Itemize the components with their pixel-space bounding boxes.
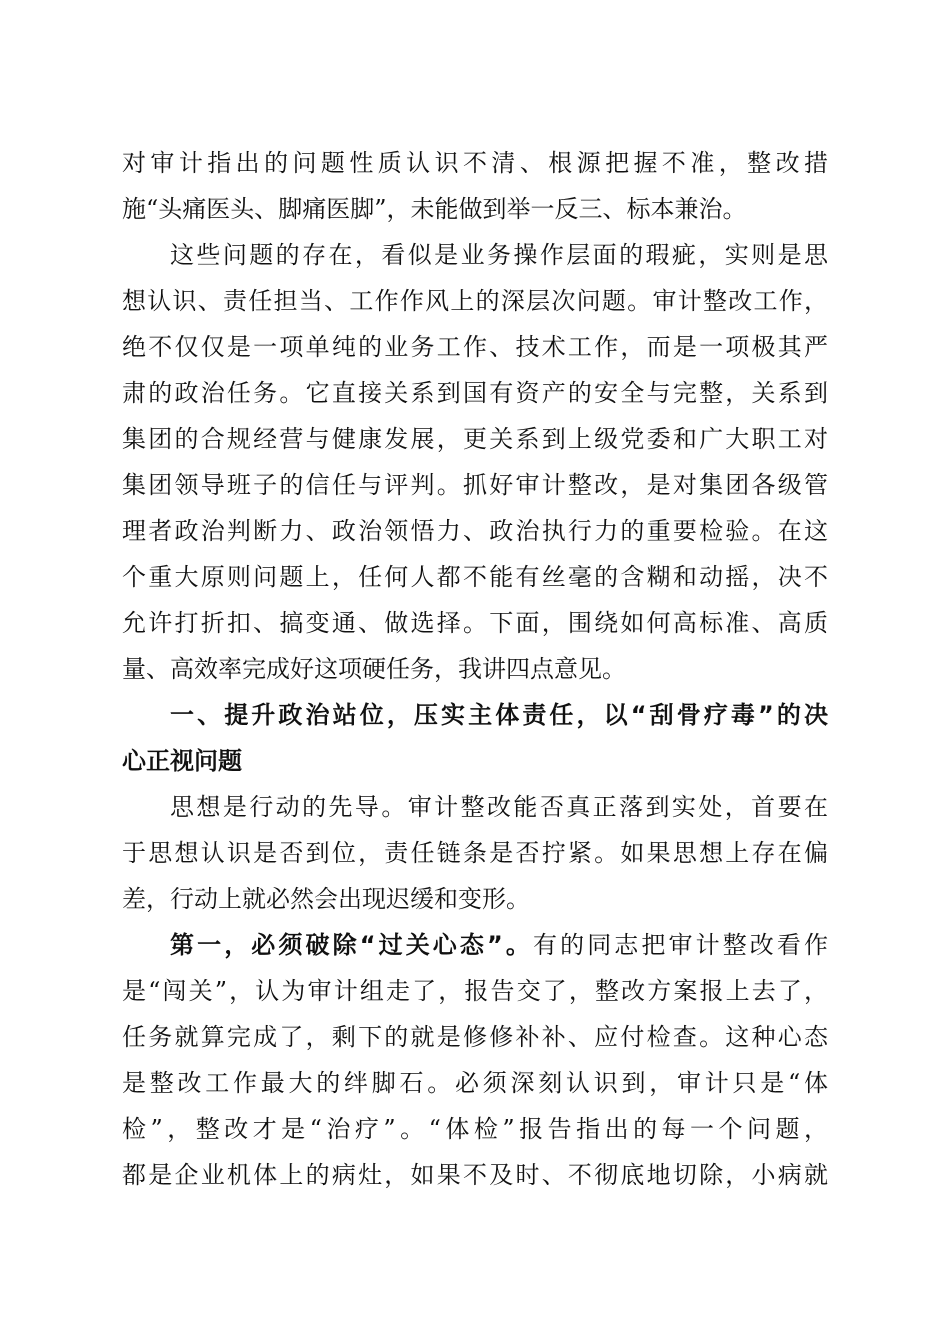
text-line: 思想是行动的先导。审计整改能否真正落到实处，首要在: [170, 793, 828, 821]
text-line: 集团领导班子的信任与评判。抓好审计整改，是对集团各级管: [122, 471, 828, 499]
text-line: 肃的政治任务。它直接关系到国有资产的安全与完整，关系到: [122, 379, 828, 407]
text-line: 对审计指出的问题性质认识不清、根源把握不准，整改措: [122, 149, 828, 177]
paragraph-continuation: [122, 140, 828, 232]
text-line: 是整改工作最大的绊脚石。必须深刻认识到，审计只是“体: [122, 1069, 828, 1097]
text-line: 都是企业机体上的病灶，如果不及时、不彻底地切除，小病就: [122, 1161, 828, 1189]
text-line: 个重大原则问题上，任何人都不能有丝毫的含糊和动摇，决不: [122, 563, 828, 591]
text-line: 允许打折扣、搞变通、做选择。下面，围绕如何高标准、高质: [122, 609, 828, 637]
text-line: 检”，整改才是“治疗”。“体检”报告指出的每一个问题，: [122, 1115, 828, 1143]
text-line: 理者政治判断力、政治领悟力、政治执行力的重要检验。在这: [122, 517, 828, 545]
text-line-with-lead: [122, 922, 828, 968]
text-line: 于思想认识是否到位，责任链条是否拧紧。如果思想上存在偏: [122, 839, 828, 867]
text-line: 这些问题的存在，看似是业务操作层面的瑕疵，实则是思: [170, 241, 828, 269]
section-heading-1: [122, 692, 828, 784]
bold-lead-text: 第一，必须破除“过关心态”。: [170, 931, 533, 959]
text-line: 想认识、责任担当、工作作风上的深层次问题。审计整改工作，: [122, 287, 828, 315]
paragraph-thought: [122, 784, 828, 922]
heading-line: 一、提升政治站位，压实主体责任，以“刮骨疗毒”的决: [170, 701, 828, 729]
text-line: 差，行动上就必然会出现迟缓和变形。: [122, 885, 530, 913]
paragraph-issues: [122, 232, 828, 692]
paragraph-first-point: [122, 922, 828, 1198]
text-line: 集团的合规经营与健康发展，更关系到上级党委和广大职工对: [122, 425, 828, 453]
text-line: 绝不仅仅是一项单纯的业务工作、技术工作，而是一项极其严: [122, 333, 828, 361]
text-line: 任务就算完成了，剩下的就是修修补补、应付检查。这种心态: [122, 1023, 828, 1051]
document-page: [122, 140, 828, 1198]
text-span: 有的同志把审计整改看作: [532, 931, 828, 959]
text-line: 量、高效率完成好这项硬任务，我讲四点意见。: [122, 655, 626, 683]
text-line: 施“头痛医头、脚痛医脚”，未能做到举一反三、标本兼治。: [122, 195, 747, 223]
heading-line: 心正视问题: [122, 747, 242, 775]
text-line: 是“闯关”，认为审计组走了，报告交了，整改方案报上去了，: [122, 977, 828, 1005]
